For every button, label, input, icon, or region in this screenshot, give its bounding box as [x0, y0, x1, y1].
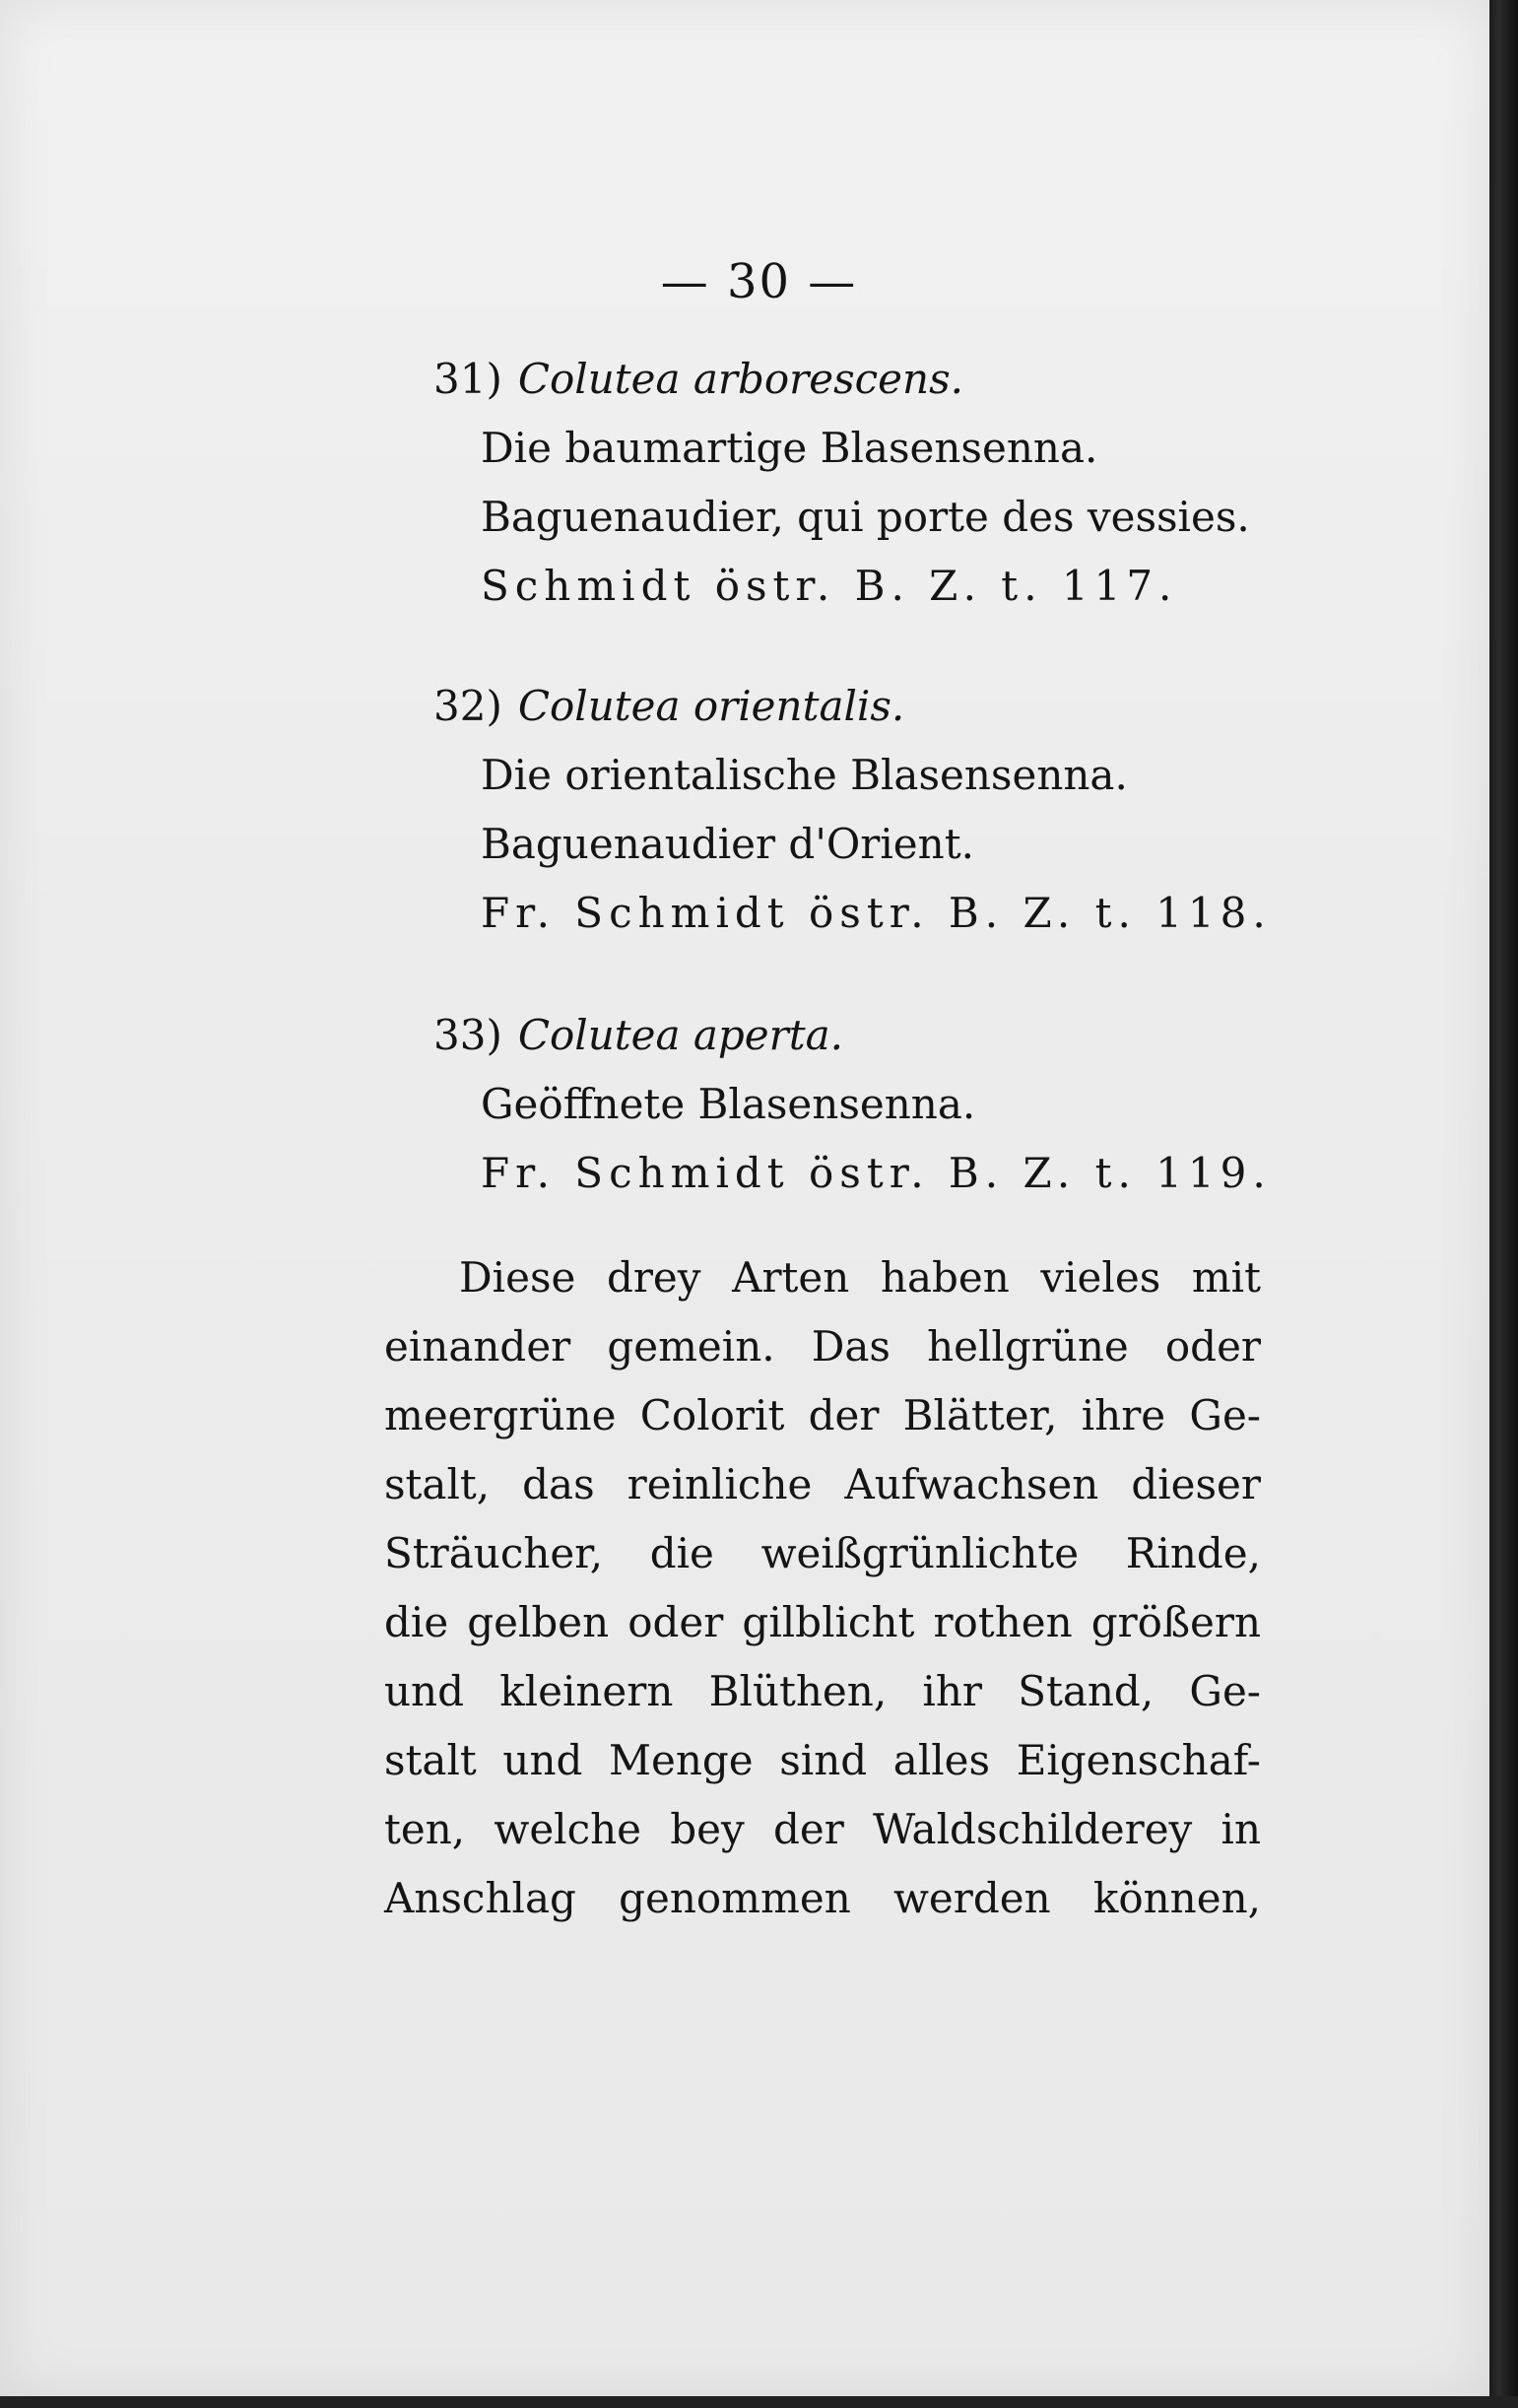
paragraph-line: ten, welche bey der Waldschilderey in — [384, 1805, 1261, 1853]
entry-heading — [433, 1001, 1320, 1070]
entry-number: 33) — [433, 1011, 502, 1059]
entry-heading — [433, 672, 1320, 741]
latin-name: Colutea orientalis. — [517, 682, 905, 730]
species-entry — [433, 1001, 1320, 1208]
paragraph-line: Sträucher, die weißgrünlichte Rinde, — [384, 1529, 1261, 1577]
latin-name: Colutea arborescens. — [517, 355, 963, 403]
paragraph-line: und kleinern Blüthen, ihr Stand, Ge- — [384, 1667, 1261, 1715]
paragraph-line: Diese drey Arten haben vieles mit — [459, 1253, 1261, 1302]
latin-name: Colutea aperta. — [517, 1011, 843, 1059]
paragraph-line: meergrüne Colorit der Blätter, ihre Ge- — [384, 1391, 1261, 1439]
entry-heading — [433, 345, 1320, 414]
book-spine-edge — [1489, 0, 1518, 2408]
page-number: — 30 — — [660, 254, 858, 309]
german-name: Geöffnete Blasensenna. — [481, 1080, 976, 1128]
species-entry — [433, 345, 1320, 621]
reference: Fr. Schmidt östr. B. Z. t. 118. — [481, 889, 1272, 937]
entry-number: 32) — [433, 682, 502, 730]
german-name: Die baumartige Blasensenna. — [481, 424, 1098, 472]
species-entry — [433, 672, 1320, 948]
body-paragraph — [384, 1243, 1261, 1933]
paragraph-line: stalt und Menge sind alles Eigenschaf- — [384, 1736, 1261, 1784]
page-bottom-edge — [0, 2396, 1518, 2408]
paragraph-line: Anschlag genommen werden können, — [384, 1874, 1261, 1922]
paragraph-line: die gelben oder gilblicht rothen größern — [384, 1598, 1261, 1646]
reference: Fr. Schmidt östr. B. Z. t. 119. — [481, 1149, 1272, 1197]
paragraph-line: einander gemein. Das hellgrüne oder — [384, 1322, 1261, 1371]
german-name: Die orientalische Blasensenna. — [481, 751, 1128, 799]
french-name: Baguenaudier, qui porte des vessies. — [481, 493, 1250, 541]
entry-number: 31) — [433, 355, 502, 403]
reference: Schmidt östr. B. Z. t. 117. — [481, 562, 1178, 610]
paragraph-line: stalt, das reinliche Aufwachsen dieser — [384, 1460, 1261, 1508]
french-name: Baguenaudier d'Orient. — [481, 820, 974, 868]
